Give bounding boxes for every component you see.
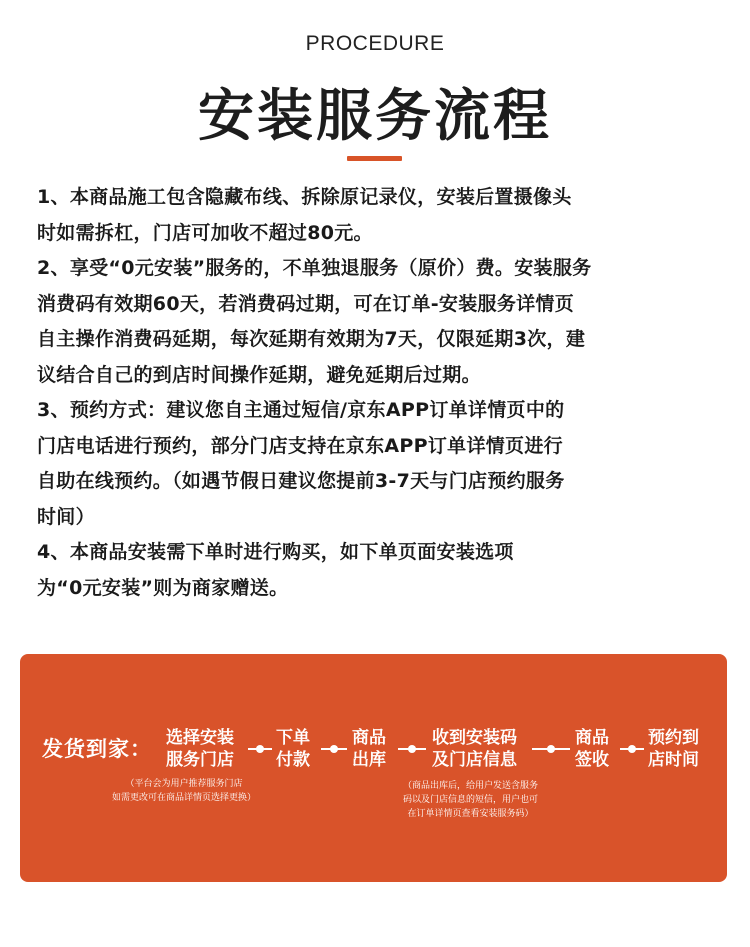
terms-line: 4、本商品安装需下单时进行购买，如下单页面安装选项 — [37, 541, 514, 563]
flow-step-text: 预约到 — [648, 728, 699, 748]
flow-note-service-code — [403, 779, 538, 821]
flow-step-text: 商品 — [575, 728, 609, 748]
flow-step-text: 及门店信息 — [432, 750, 517, 770]
terms-line: 时间） — [37, 505, 95, 528]
flow-step-text: 店时间 — [648, 750, 699, 770]
flow-note-text: 在订单详情页查看安装服务码） — [407, 809, 534, 819]
flow-note-text: （平台会为用户推荐服务门店 — [125, 779, 243, 789]
terms-line: 自助在线预约。（如遇节假日建议您提前3-7天与门店预约服务 — [37, 470, 565, 492]
flow-step-text: 付款 — [276, 750, 310, 770]
flow-connector — [248, 748, 272, 750]
terms-line: 议结合自己的到店时间操作延期，避免延期后过期。 — [37, 363, 481, 386]
flow-step-text: 服务门店 — [166, 750, 234, 770]
eyebrow-label: PROCEDURE — [305, 32, 445, 55]
flow-step-order-pay — [276, 727, 310, 771]
terms-line: 2、享受“0元安装”服务的，不单独退服务（原价）费。安装服务 — [37, 257, 592, 279]
flow-step-choose-store — [166, 727, 234, 771]
flow-heading: 发货到家： — [42, 737, 152, 761]
flow-step-text: 签收 — [575, 750, 609, 770]
terms-line: 1、本商品施工包含隐藏布线、拆除原记录仪，安装后置摄像头 — [37, 186, 572, 208]
terms-line: 为“0元安装”则为商家赠送。 — [37, 576, 289, 599]
flow-note-text: 码以及门店信息的短信，用户也可 — [403, 795, 539, 805]
terms-line: 自主操作消费码延期，每次延期有效期为7天，仅限延期3次，建 — [37, 328, 586, 350]
flow-step-text: 下单 — [276, 728, 310, 748]
flow-step-ship-out — [352, 727, 386, 771]
flow-connector — [321, 748, 347, 750]
terms-line: 时如需拆杠，门店可加收不超过80元。 — [37, 221, 373, 244]
flow-step-receive-code — [432, 727, 517, 771]
flow-connector — [620, 748, 644, 750]
flow-step-text: 出库 — [352, 750, 386, 770]
flow-note-text: 如需更改可在商品详情页选择更换） — [112, 793, 257, 803]
flow-step-text: 收到安装码 — [432, 728, 517, 748]
flow-step-text: 选择安装 — [166, 728, 234, 748]
flow-step-book-visit — [648, 727, 699, 771]
flow-note-text: （商品出库后，给用户发送含服务 — [403, 781, 539, 791]
terms-line: 消费码有效期60天，若消费码过期，可在订单-安装服务详情页 — [37, 292, 575, 315]
terms-line: 门店电话进行预约，部分门店支持在京东APP订单详情页进行 — [37, 434, 563, 457]
service-terms — [37, 180, 717, 606]
flow-connector — [532, 748, 570, 750]
flow-connector — [398, 748, 426, 750]
flow-step-text: 商品 — [352, 728, 386, 748]
title-underline — [347, 156, 402, 161]
flow-note-store-recommendation — [112, 777, 256, 805]
flow-step-sign-receipt — [575, 727, 609, 771]
terms-line: 3、预约方式：建议您自主通过短信/京东APP订单详情页中的 — [37, 399, 565, 421]
page-title: 安装服务流程 — [198, 84, 552, 149]
